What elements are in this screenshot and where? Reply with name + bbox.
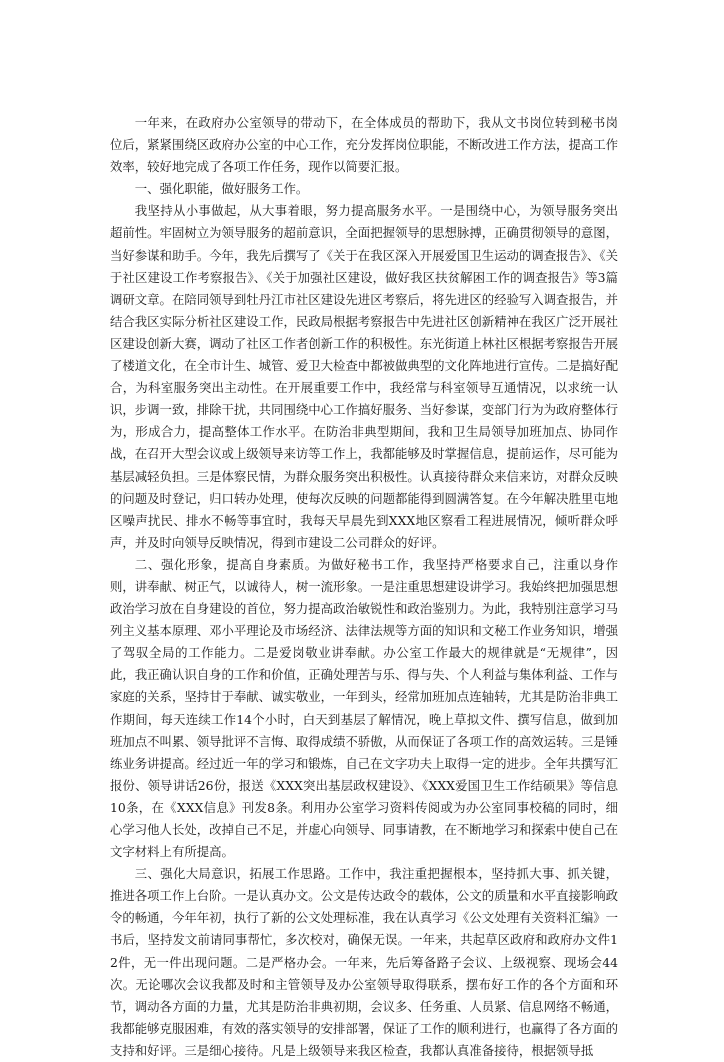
document-body [110,112,618,1062]
section-1-paragraph: 我坚持从小事做起，从大事着眼，努力提高服务水平。一是围绕中心，为领导服务突出超前性。牢固树立为领导服务的超前意识，全面把握领导的思想脉搏，正确贯彻领导的意图，当好参谋和助手。今年，我先后撰写了《关于在我区深入开展爱国卫生运动的调查报告》、《关于社区建设工作考察报告》、《关于加强社区建设，做好我区扶贫解困工作的调查报告》等3篇调研文章。在陪同领导到牡丹江市社区建设先进区考察后，将先进区的经验写入调查报告，并结合我区实际分析社区建设工作，民政局根据考察报告中先进社区创新精神在我区广泛开展社区建设创新大赛，调动了社区工作者创新工作的积极性。东光街道上林社区根据考察报告开展了楼道文化，在全市计生、城管、爱卫大检查中都被做典型的文化阵地进行宣传。二是搞好配合，为科室服务突出主动性。在开展重要工作中，我经常与科室领导互通情况，以求统一认识，步调一致，排除干扰，共同围绕中心工作搞好服务、当好参谋，变部门行为为政府整体行为，形成合力，提高整体工作水平。在防治非典型期间，我和卫生局领导加班加点、协同作战，在召开大型会议或上级领导来访等工作上，我都能够及时掌握信息，提前运作，尽可能为基层减轻负担。三是体察民情，为群众服务突出积极性。认真接待群众来信来访，对群众反映的问题及时登记，归口转办处理，使每次反映的问题都能得到圆满答复。在今年解决胜里屯地区噪声扰民、排水不畅等事宜时，我每天早晨先到XXX地区察看工程进展情况，倾听群众呼声，并及时向领导反映情况，得到市建设二公司群众的好评。 [110,203,619,550]
section-3-paragraph: 三、强化大局意识，拓展工作思路。工作中，我注重把握根本，坚持抓大事、抓关键，推进各项工作上台阶。一是认真办文。公文是传达政令的载体，公文的质量和水平直接影响政令的畅通，今年年初，执行了新的公文处理标准，我在认真学习《公文处理有关资料汇编》一书后，坚持发文前请同事帮忙，多次校对，确保无误。一年来，共起草区政府和政府办文件12件，无一件出现问题。二是严格办会。一年来，先后筹备路子会议、上级视察、现场会44次。无论哪次会议我都及时和主管领导及办公室领导取得联系，摆布好工作的各个方面和环节，调动各方面的力量，尤其是防治非典初期，会议多、任务重、人员紧、信息网络不畅通，我都能够克服困难，有效的落实领导的安排部署，保证了工作的顺利进行，也赢得了各方面的支持和好评。三是细心接待。凡是上级领导来我区检查，我都认真准备接待，根据领导抵 [110,866,619,1058]
section-2-paragraph: 二、强化形象，提高自身素质。为做好秘书工作，我坚持严格要求自己，注重以身作则，讲奉献、树正气，以诚待人，树一流形象。一是注重思想建设讲学习。我始终把加强思想政治学习放在自身建设的首位，努力提高政治敏锐性和政治鉴别力。为此，我特别注意学习马列主义基本原理、邓小平理论及市场经济、法律法规等方面的知识和文秘工作业务知识，增强了驾驭全局的工作能力。二是爱岗敬业讲奉献。办公室工作最大的规律就是“无规律”，因此，我正确认识自身的工作和价值，正确处理苦与乐、得与失、个人利益与集体利益、工作与家庭的关系，坚持甘于奉献、诚实敬业，一年到头，经常加班加点连轴转，尤其是防治非典工作期间，每天连续工作14个小时，白天到基层了解情况，晚上草拟文件、撰写信息，做到加班加点不叫累、领导批评不言悔、取得成绩不骄傲，从而保证了各项工作的高效运转。三是锤练业务讲提高。经过近一年的学习和锻炼，自己在文字功夫上取得一定的进步。全年共撰写汇报份、领导讲话26份，报送《XXX突出基层政权建设》、《XXX爱国卫生工作结硕果》等信息10条，在《XXX信息》刊发8条。利用办公室学习资料传阅或为办公室同事校稿的同时，细心学习他人长处，改掉自己不足，并虚心向领导、同事请教，在不断地学习和探索中使自己在文字材料上有所提高。 [110,556,619,860]
intro-paragraph: 一年来，在政府办公室领导的带动下，在全体成员的帮助下，我从文书岗位转到秘书岗位后，紧紧围绕区政府办公室的中心工作，充分发挥岗位职能，不断改进工作方法，提高工作效率，较好地完成了各项工作任务，现作以简要汇报。 [110,115,619,175]
section-heading-1: 一、强化职能，做好服务工作。 [134,181,309,197]
